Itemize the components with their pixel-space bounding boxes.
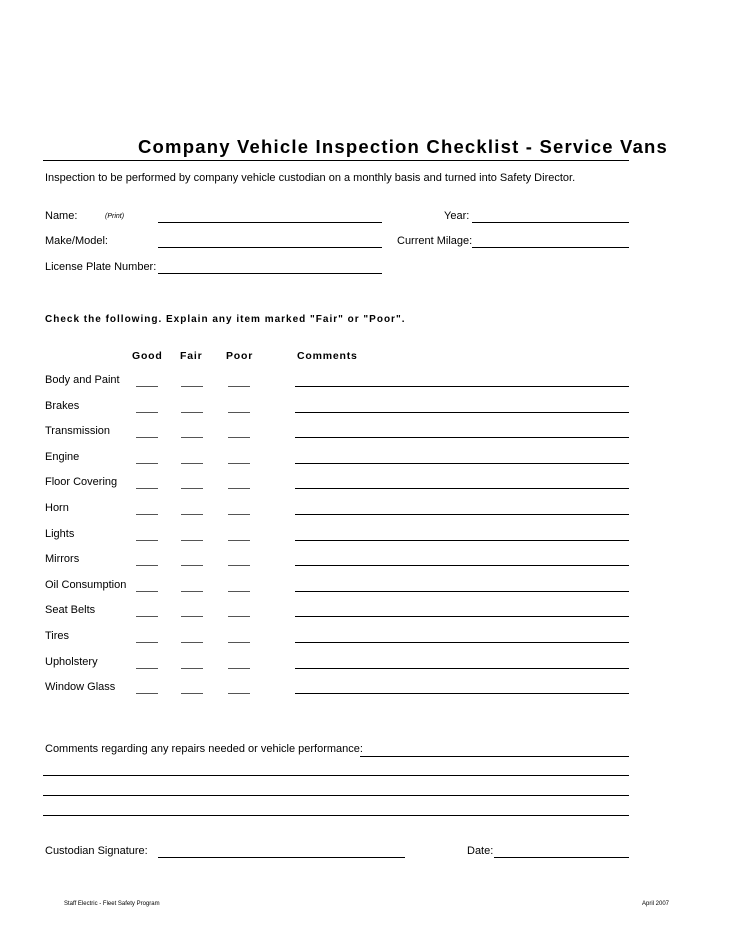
item-oil-consumption-label: Oil Consumption	[45, 579, 127, 591]
item-upholstery-comments-field[interactable]	[295, 668, 629, 669]
item-transmission-good-blank[interactable]	[136, 437, 158, 438]
item-transmission-fair-blank[interactable]	[181, 437, 203, 438]
make-model-field[interactable]	[158, 247, 382, 248]
item-horn-fair-blank[interactable]	[181, 514, 203, 515]
item-upholstery-good-blank[interactable]	[136, 668, 158, 669]
item-horn-comments-field[interactable]	[295, 514, 629, 515]
item-mirrors-fair-blank[interactable]	[181, 565, 203, 566]
custodian-signature-field[interactable]	[158, 857, 405, 858]
item-body-and-paint-good-blank[interactable]	[136, 386, 158, 387]
repair-comments-line-3[interactable]	[43, 795, 629, 796]
date-label: Date:	[467, 845, 494, 857]
item-mirrors-good-blank[interactable]	[136, 565, 158, 566]
item-horn-good-blank[interactable]	[136, 514, 158, 515]
item-upholstery-label: Upholstery	[45, 656, 98, 668]
year-field[interactable]	[472, 222, 629, 223]
license-plate-field[interactable]	[158, 273, 382, 274]
item-seat-belts-label: Seat Belts	[45, 604, 96, 616]
item-window-glass-fair-blank[interactable]	[181, 693, 203, 694]
item-engine-fair-blank[interactable]	[181, 463, 203, 464]
item-mirrors-poor-blank[interactable]	[228, 565, 250, 566]
item-floor-covering-label: Floor Covering	[45, 476, 118, 488]
item-brakes-fair-blank[interactable]	[181, 412, 203, 413]
current-milage-label: Current Milage:	[397, 235, 473, 247]
footer-program: Staff Electric - Fleet Safety Program	[64, 901, 160, 907]
custodian-signature-label: Custodian Signature:	[45, 845, 148, 857]
item-tires-comments-field[interactable]	[295, 642, 629, 643]
license-plate-label: License Plate Number:	[45, 261, 157, 273]
item-window-glass-poor-blank[interactable]	[228, 693, 250, 694]
column-good: Good	[132, 350, 163, 362]
item-upholstery-poor-blank[interactable]	[228, 668, 250, 669]
column-fair: Fair	[180, 350, 203, 362]
repair-comments-line-1[interactable]	[360, 756, 629, 757]
item-tires-good-blank[interactable]	[136, 642, 158, 643]
item-seat-belts-fair-blank[interactable]	[181, 616, 203, 617]
name-print-hint: (Print)	[105, 213, 125, 220]
item-window-glass-good-blank[interactable]	[136, 693, 158, 694]
current-milage-field[interactable]	[472, 247, 629, 248]
item-horn-poor-blank[interactable]	[228, 514, 250, 515]
footer-date: April 2007	[642, 901, 670, 907]
item-lights-poor-blank[interactable]	[228, 540, 250, 541]
item-body-and-paint-comments-field[interactable]	[295, 386, 629, 387]
item-transmission-poor-blank[interactable]	[228, 437, 250, 438]
item-window-glass-label: Window Glass	[45, 681, 116, 693]
item-transmission-comments-field[interactable]	[295, 437, 629, 438]
item-oil-consumption-poor-blank[interactable]	[228, 591, 250, 592]
item-floor-covering-good-blank[interactable]	[136, 488, 158, 489]
item-oil-consumption-comments-field[interactable]	[295, 591, 629, 592]
item-floor-covering-fair-blank[interactable]	[181, 488, 203, 489]
year-label: Year:	[444, 210, 470, 222]
item-mirrors-comments-field[interactable]	[295, 565, 629, 566]
page-title: Company Vehicle Inspection Checklist - Service Vans	[138, 136, 669, 157]
item-body-and-paint-label: Body and Paint	[45, 374, 120, 386]
item-horn-label: Horn	[45, 502, 69, 514]
item-window-glass-comments-field[interactable]	[295, 693, 629, 694]
item-oil-consumption-fair-blank[interactable]	[181, 591, 203, 592]
item-seat-belts-good-blank[interactable]	[136, 616, 158, 617]
item-lights-fair-blank[interactable]	[181, 540, 203, 541]
item-seat-belts-comments-field[interactable]	[295, 616, 629, 617]
item-body-and-paint-fair-blank[interactable]	[181, 386, 203, 387]
item-mirrors-label: Mirrors	[45, 553, 80, 565]
item-tires-poor-blank[interactable]	[228, 642, 250, 643]
item-brakes-comments-field[interactable]	[295, 412, 629, 413]
column-comments: Comments	[297, 350, 358, 362]
checklist-instruction: Check the following. Explain any item marked "Fair" or "Poor".	[45, 314, 406, 325]
item-tires-fair-blank[interactable]	[181, 642, 203, 643]
repair-comments-line-4[interactable]	[43, 815, 629, 816]
item-lights-comments-field[interactable]	[295, 540, 629, 541]
item-lights-good-blank[interactable]	[136, 540, 158, 541]
item-brakes-poor-blank[interactable]	[228, 412, 250, 413]
item-seat-belts-poor-blank[interactable]	[228, 616, 250, 617]
item-oil-consumption-good-blank[interactable]	[136, 591, 158, 592]
date-field[interactable]	[494, 857, 629, 858]
item-engine-comments-field[interactable]	[295, 463, 629, 464]
item-engine-good-blank[interactable]	[136, 463, 158, 464]
item-floor-covering-comments-field[interactable]	[295, 488, 629, 489]
item-upholstery-fair-blank[interactable]	[181, 668, 203, 669]
item-body-and-paint-poor-blank[interactable]	[228, 386, 250, 387]
name-field[interactable]	[158, 222, 382, 223]
item-brakes-good-blank[interactable]	[136, 412, 158, 413]
repair-comments-line-2[interactable]	[43, 775, 629, 776]
title-divider	[43, 160, 629, 161]
item-tires-label: Tires	[45, 630, 70, 642]
item-transmission-label: Transmission	[45, 425, 110, 437]
repair-comments-label: Comments regarding any repairs needed or vehicle performance:	[45, 743, 363, 755]
make-model-label: Make/Model:	[45, 235, 108, 247]
column-poor: Poor	[226, 350, 254, 362]
item-engine-label: Engine	[45, 451, 80, 463]
item-lights-label: Lights	[45, 528, 75, 540]
item-engine-poor-blank[interactable]	[228, 463, 250, 464]
item-floor-covering-poor-blank[interactable]	[228, 488, 250, 489]
name-label: Name:	[45, 210, 78, 222]
intro-text: Inspection to be performed by company vehicle custodian on a monthly basis and turned into Safety Director.	[45, 172, 576, 184]
item-brakes-label: Brakes	[45, 400, 80, 412]
